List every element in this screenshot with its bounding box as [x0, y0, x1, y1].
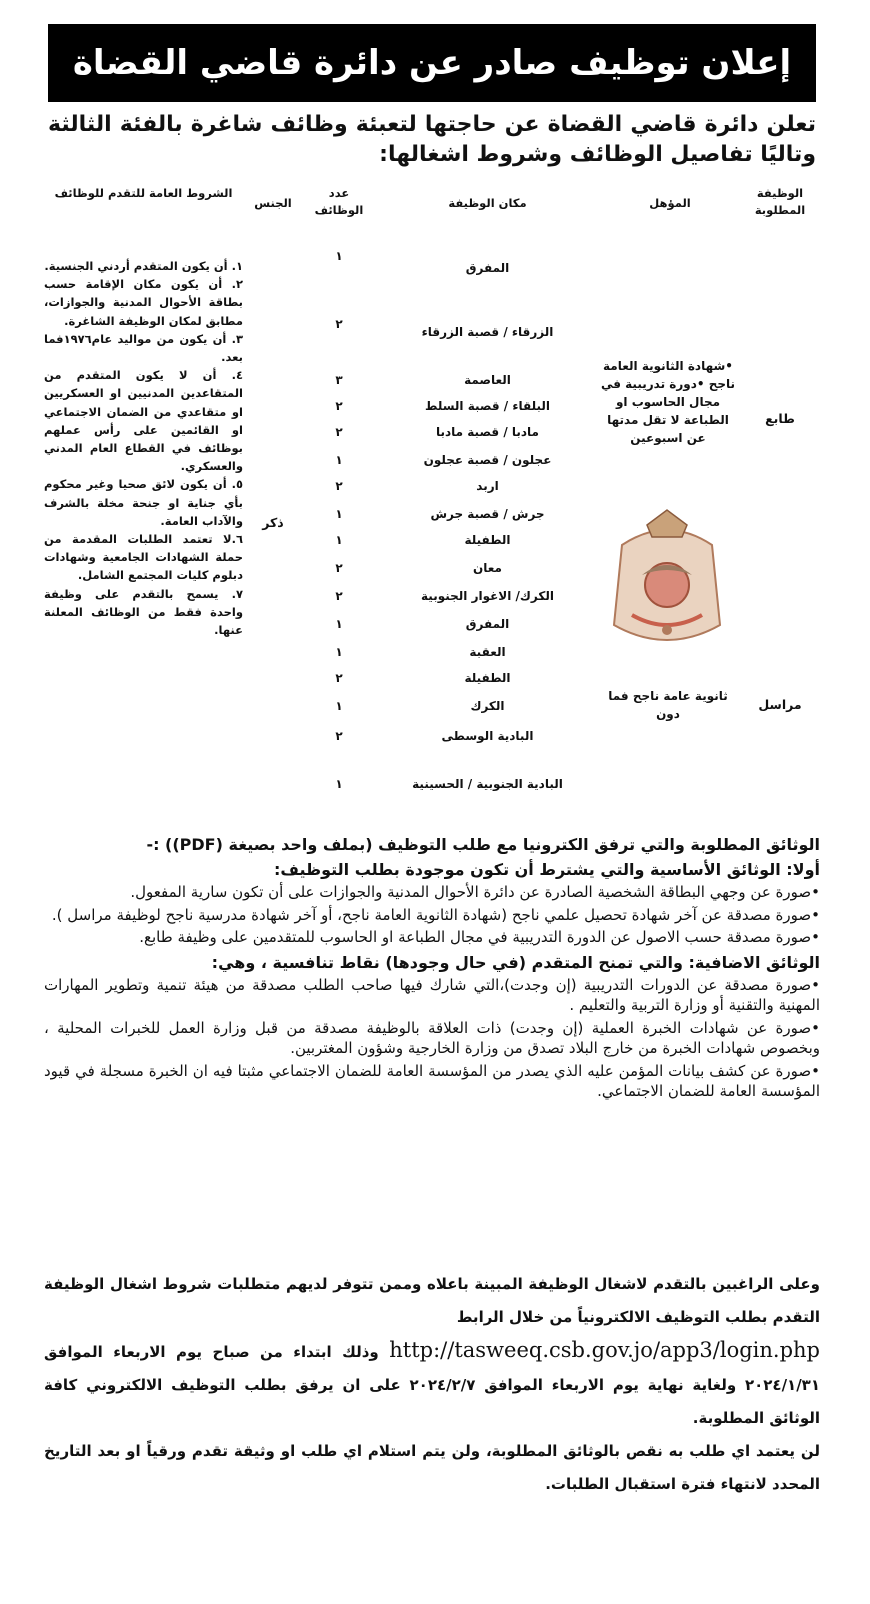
qualification-typist: •شهادة الثانوية العامة ناجح •دورة تدريبية في مجال الحاسوب او الطباعة لا تقل مدتها عن اسبوعين [600, 359, 736, 445]
count-cell: ٢ [335, 561, 343, 575]
place-cell: معان [473, 561, 502, 575]
place-cell: العقبة [469, 645, 506, 659]
closing-p1: وعلى الراغبين بالتقدم لاشغال الوظيفة المبينة باعلاه وممن تتوفر لديهم متطلبات شروط اشغال الوظيفة التقدم بطلب التوظيف الالكترونياً من خلال الرابط [44, 1275, 820, 1326]
count-cell: ١ [335, 507, 343, 521]
gender-value: ذكر [262, 515, 284, 530]
count-cell: ١ [335, 777, 343, 791]
condition-item: ٥. أن يكون لائق صحيا وغير محكوم بأي جناية او جنحة مخلة بالشرف والآداب العامة. [44, 477, 243, 528]
count-cell: ٢ [335, 671, 343, 685]
extra-doc-item: •صورة عن شهادات الخبرة العملية (إن وجدت) ذات العلاقة بالوظيفة مصدقة من قبل وزارة العمل للخبرات المحلية ، وبخصوص شهادات الخبرة من خارج البلاد تصدق من وزارة الخارجية وشؤون المغتربين. [44, 1018, 820, 1057]
condition-item: ٧. يسمح بالتقدم على وظيفة واحدة فقط من الوظائف المعلنة عنها. [44, 586, 243, 638]
required-documents [44, 832, 820, 1104]
header-gender: الجنس [254, 196, 292, 210]
place-cell: الكرك [470, 699, 505, 713]
condition-item: ٦.لا تعتمد الطلبات المقدمة من حملة الشهادات الجامعية وشهادات دبلوم كليات المجتمع الشامل. [44, 532, 243, 583]
place-cell: الطفيلة [464, 533, 511, 547]
qualification-courier: ثانوية عامة ناجح فما دون [608, 689, 728, 721]
count-cell: ٢ [335, 425, 343, 439]
job-title-typist: طابع [765, 411, 795, 426]
place-cell: مادبا / قصبة مادبا [436, 425, 539, 439]
place-cell: المفرق [465, 261, 510, 275]
place-cell: الزرقاء / قصبة الزرقاء [421, 325, 554, 339]
table-row [44, 671, 820, 693]
place-cell: البادية الوسطى [441, 729, 534, 743]
condition-item: ٣. أن يكون من مواليد عام١٩٧٦فما بعد. [44, 331, 243, 365]
count-cell: ١ [335, 453, 343, 467]
job-title-courier: مراسل [758, 697, 802, 712]
announcement-banner: إعلان توظيف صادر عن دائرة قاضي القضاة [48, 24, 816, 102]
place-cell: البلقاء / قصبة السلط [424, 399, 551, 413]
place-cell: الكرك/ الاغوار الجنوبية [421, 589, 554, 603]
basic-docs-title: أولا: الوثائق الأساسية والتي يشترط أن تكون موجودة بطلب التوظيف: [274, 860, 820, 879]
count-cell: ٢ [335, 317, 343, 331]
table-row [44, 699, 820, 721]
basic-doc-item: •صورة عن وجهي البطاقة الشخصية الصادرة عن دائرة الأحوال المدنية والجوازات على أن تكون سارية المفعول. [130, 883, 820, 901]
count-cell: ٢ [335, 479, 343, 493]
count-cell: ١ [335, 617, 343, 631]
count-cell: ٢ [335, 729, 343, 743]
count-cell: ١ [335, 645, 343, 659]
basic-doc-item: •صورة مصدقة حسب الاصول عن الدورة التدريبية في مجال الطباعة او الحاسوب للمتقدمين على وظيفة طابع. [139, 928, 820, 946]
place-cell: جرش / قصبة جرش [430, 507, 545, 521]
place-cell: الطفيلة [464, 671, 511, 685]
intro-text: تعلن دائرة قاضي القضاة عن حاجتها لتعبئة وظائف شاغرة بالفئة الثالثة وتاليًا تفاصيل الوظائف وشروط اشغالها: [48, 112, 816, 167]
header-place: مكان الوظيفة [448, 196, 527, 210]
header-qualification: المؤهل [649, 196, 691, 210]
application-link[interactable]: http://tasweeq.csb.gov.jo/app3/login.php [389, 1338, 820, 1362]
place-cell: البادية الجنوبية / الحسينية [412, 777, 563, 791]
header-job: الوظيفة المطلوبة [754, 186, 806, 217]
jobs-table [44, 185, 820, 845]
header-count: عدد الوظائف [314, 186, 364, 217]
docs-title: الوثائق المطلوبة والتي ترفق الكترونيا مع طلب التوظيف (بملف واحد بصيغة (PDF)) :- [146, 835, 820, 854]
count-cell: ١ [335, 249, 343, 263]
condition-item: ١. أن يكون المتقدم أردني الجنسية. [44, 259, 243, 273]
condition-item: ٢. أن يكون مكان الإقامة حسب بطاقة الأحوال المدنية والجوازات، مطابق لمكان الوظيفة الشاغرة. [44, 277, 243, 328]
header-conditions: الشروط العامة للتقدم للوظائف [54, 186, 233, 200]
closing-p2: وذلك ابتداء من صباح يوم الاربعاء الموافق ٢٠٢٤/١/٣١ ولغاية نهاية يوم الاربعاء الموافق ٢٠٢٤/٢/٧ على ان يرفق بطلب التوظيف الالكتروني كافة الوثائق المطلوبة. [44, 1343, 820, 1427]
count-cell: ٢ [335, 589, 343, 603]
count-cell: ٢ [335, 399, 343, 413]
extra-docs-title: الوثائق الاضافية: والتي تمنح المتقدم (في حال وجودها) نقاط تنافسية ، وهي: [211, 952, 820, 972]
count-cell: ١ [335, 699, 343, 713]
count-cell: ١ [335, 533, 343, 547]
place-cell: العاصمة [464, 373, 511, 387]
count-cell: ٣ [335, 373, 343, 387]
condition-item: ٤. أن لا يكون المتقدم من المتقاعدين المدنيين او العسكريين او متقاعدي من الضمان الاجتماعي او القائمين على رأس عملهم بوظائف في القطاع العام المدني والعسكري. [44, 368, 243, 474]
closing-text [44, 1268, 820, 1501]
table-row [44, 777, 820, 799]
place-cell: اربد [476, 479, 499, 493]
place-cell: عجلون / قصبة عجلون [423, 453, 552, 467]
table-row [44, 729, 820, 751]
extra-doc-item: •صورة مصدقة عن الدورات التدريبية (إن وجدت)،التي شارك فيها صاحب الطلب مصدقة من هيئة تنمية وتطوير المهارات المهنية والتقنية أو وزارة التربية والتعليم . [44, 975, 820, 1014]
table-row [44, 645, 820, 667]
extra-doc-item: •صورة عن كشف بيانات المؤمن عليه الذي يصدر من المؤسسة العامة للضمان الاجتماعي مثبتا فيه ان الخبرة مسجلة في قيود المؤسسة العامة للضمان الاجتماعي. [44, 1061, 820, 1100]
place-cell: المفرق [465, 617, 510, 631]
closing-p3: لن يعتمد اي طلب به نقص بالوثائق المطلوبة، ولن يتم استلام اي طلب او وثيقة تقدم ورقياً او بعد التاريخ المحدد لانتهاء فترة استقبال الطلبات. [44, 1442, 820, 1493]
conditions-list [44, 257, 243, 639]
basic-doc-item: •صورة مصدقة عن آخر شهادة تحصيل علمي ناجح (شهادة الثانوية العامة ناجح، أو آخر شهادة مدرسية ناجح لوظيفة مراسل ). [51, 905, 820, 924]
